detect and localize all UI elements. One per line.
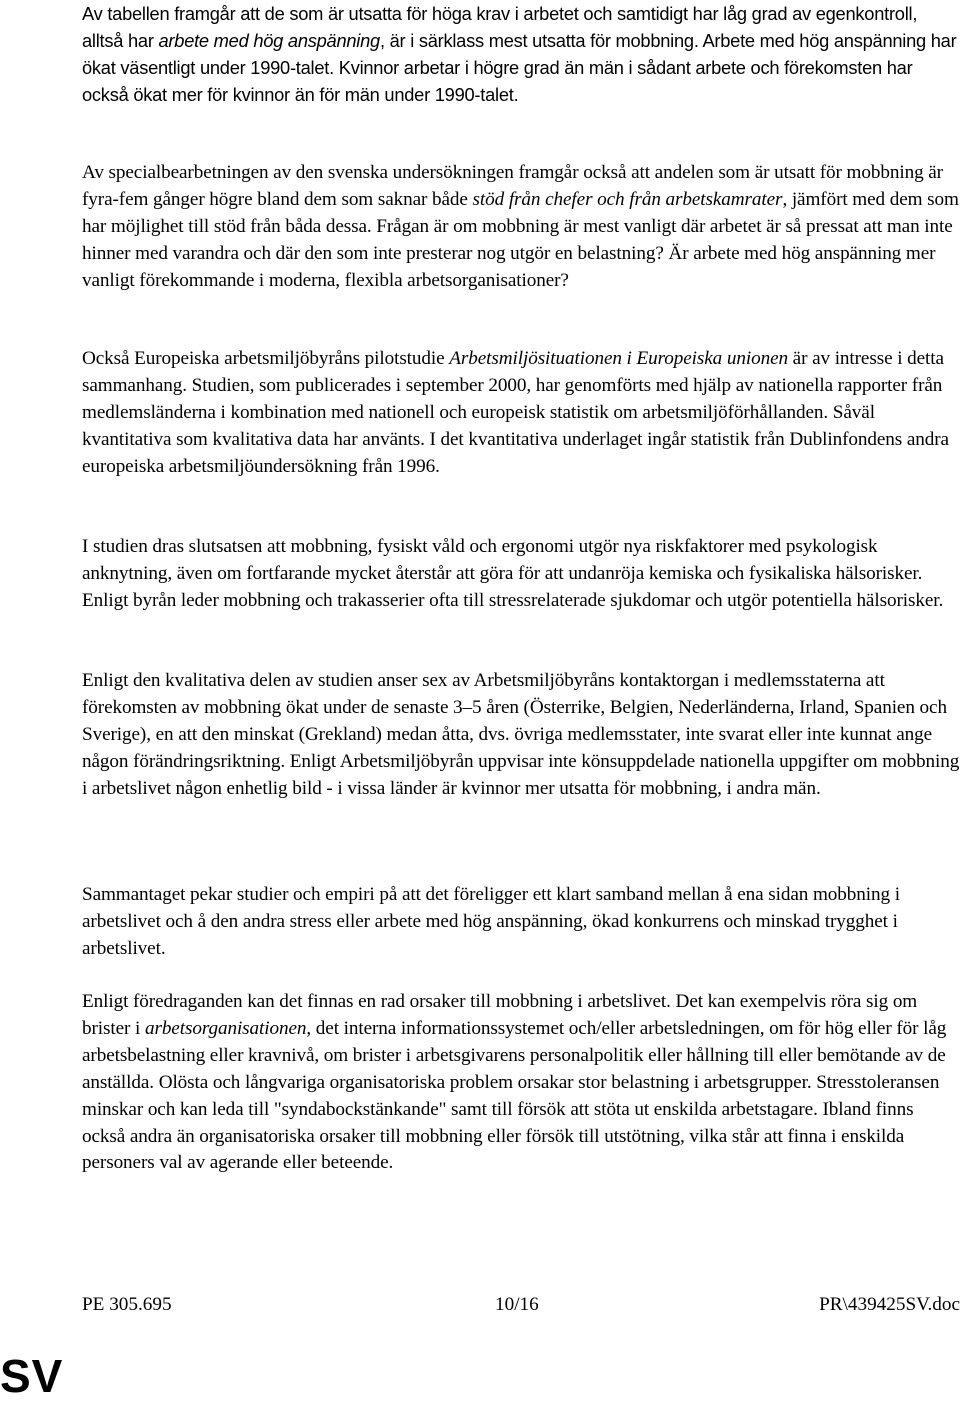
paragraph-2-text-a: Av specialbearbetningen av den svenska undersökningen framgår också att andelen som är utsatt för mobbning är fyra-fem gånger högre bland dem som saknar både [82, 162, 943, 210]
paragraph-3-italic: Arbetsmiljösituationen i Europeiska unionen [449, 348, 788, 369]
paragraph-6: Sammantaget pekar studier och empiri på att det föreligger ett klart samband mellan å ena sidan mobbning i arbetslivet och å den andra stress eller arbete med hög anspänning, ökad konkurrens och minskad trygghet i arbetslivet. [82, 884, 900, 959]
paragraph-2-text-b: , jämfört med dem som har möjlighet till stöd från båda dessa. Frågan är om mobbning är mest vanligt där arbetet är så pressat att man inte hinner med varandra och där den som inte presterar nog utgör en belastning? Är arbete med hög anspänning mer vanligt förekommande i moderna, flexibla arbetsorganisationer? [82, 188, 959, 291]
paragraph-4: I studien dras slutsatsen att mobbning, fysiskt våld och ergonomi utgör nya riskfaktorer med psykologisk anknytning, även om fortfarande mycket återstår att göra för att undanröja kemiska och fysikaliska hälsorisker. Enligt byrån leder mobbning och trakasserier ofta till stressrelaterade sjukdomar och utgör potentiella hälsorisker. [82, 536, 944, 611]
paragraph-3-text-b: är av intresse i detta sammanhang. Studien, som publicerades i september 2000, har genomförts med hjälp av nationella rapporter från medlemsländerna i kombination med nationell och europeisk statistik om arbetsmiljöförhållanden. Såväl kvantitativa som kvalitativa data har använts. I det kvantitativa underlaget ingår statistik från Dublinfondens andra europeiska arbetsmiljöundersökning från 1996. [82, 348, 949, 477]
paragraph-3-text-a: Också Europeiska arbetsmiljöbyråns pilotstudie [82, 348, 450, 369]
paragraph-3 [82, 346, 960, 481]
paragraph-7-italic: arbetsorganisationen [144, 1017, 307, 1039]
paragraph-7 [82, 989, 960, 1177]
paragraph-7-text-a: Enligt föredraganden kan det finnas en rad orsaker till mobbning i arbetslivet. Det kan exempelvis röra sig om brister i [82, 991, 918, 1039]
footer-page-number: 10/16 [495, 1294, 539, 1315]
language-code: SV [0, 1350, 64, 1402]
paragraph-1-text-a: Av tabellen framgår att de som är utsatta för höga krav i arbetet och samtidigt har låg grad av egenkontroll, alltså har [82, 3, 918, 51]
paragraph-5: Enligt den kvalitativa delen av studien anser sex av Arbetsmiljöbyråns kontaktorgan i medlemsstaterna att förekomsten av mobbning ökat under de senaste 3–5 åren (Österrike, Belgien, Nederländerna, Irland, Spanien och Sverige), en att den minskat (Grekland) medan åtta, dvs. övriga medlemsstater, inte svarat eller inte kunnat ange någon förändringsriktning. Enligt Arbetsmiljöbyrån uppvisar inte könsuppdelade nationella uppgifter om mobbning i arbetslivet någon enhetlig bild - i vissa länder är kvinnor mer utsatta för mobbning, i andra män. [82, 670, 960, 799]
paragraph-7-text-b: , det interna informationssystemet och/eller arbetsledningen, om för hög eller för låg arbetsbelastning eller kravnivå, om brister i arbetsgivarens personalpolitik eller hållning till eller bemötande av de anställda. Olösta och långvariga organisatoriska problem orsakar stor belastning i arbetsgrupper. Stresstoleransen minskar och kan leda till "syndabockstänkande" samt till försök att stöta ut enskilda arbetstagare. Ibland finns också andra än organisatoriska orsaker till mobbning eller försök till utstötning, vilka står att finna i enskilda personers val av agerande eller beteende. [82, 1017, 947, 1174]
page-footer [82, 1292, 960, 1318]
footer-doc-ref: PE 305.695 [82, 1294, 172, 1315]
paragraph-2-italic: stöd från chefer och från arbetskamrater [472, 188, 783, 210]
footer-file-ref: PR\439425SV.doc [819, 1294, 960, 1315]
paragraph-2 [82, 160, 960, 295]
paragraph-1 [82, 1, 960, 109]
paragraph-1-text-b: , är i särklass mest utsatta för mobbning. Arbete med hög anspänning har ökat väsentligt under 1990-talet. Kvinnor arbetar i högre grad än män i sådant arbete och förekomsten har också ökat mer för kvinnor än för män under 1990-talet. [82, 29, 957, 105]
paragraph-1-italic: arbete med hög anspänning [158, 29, 380, 51]
